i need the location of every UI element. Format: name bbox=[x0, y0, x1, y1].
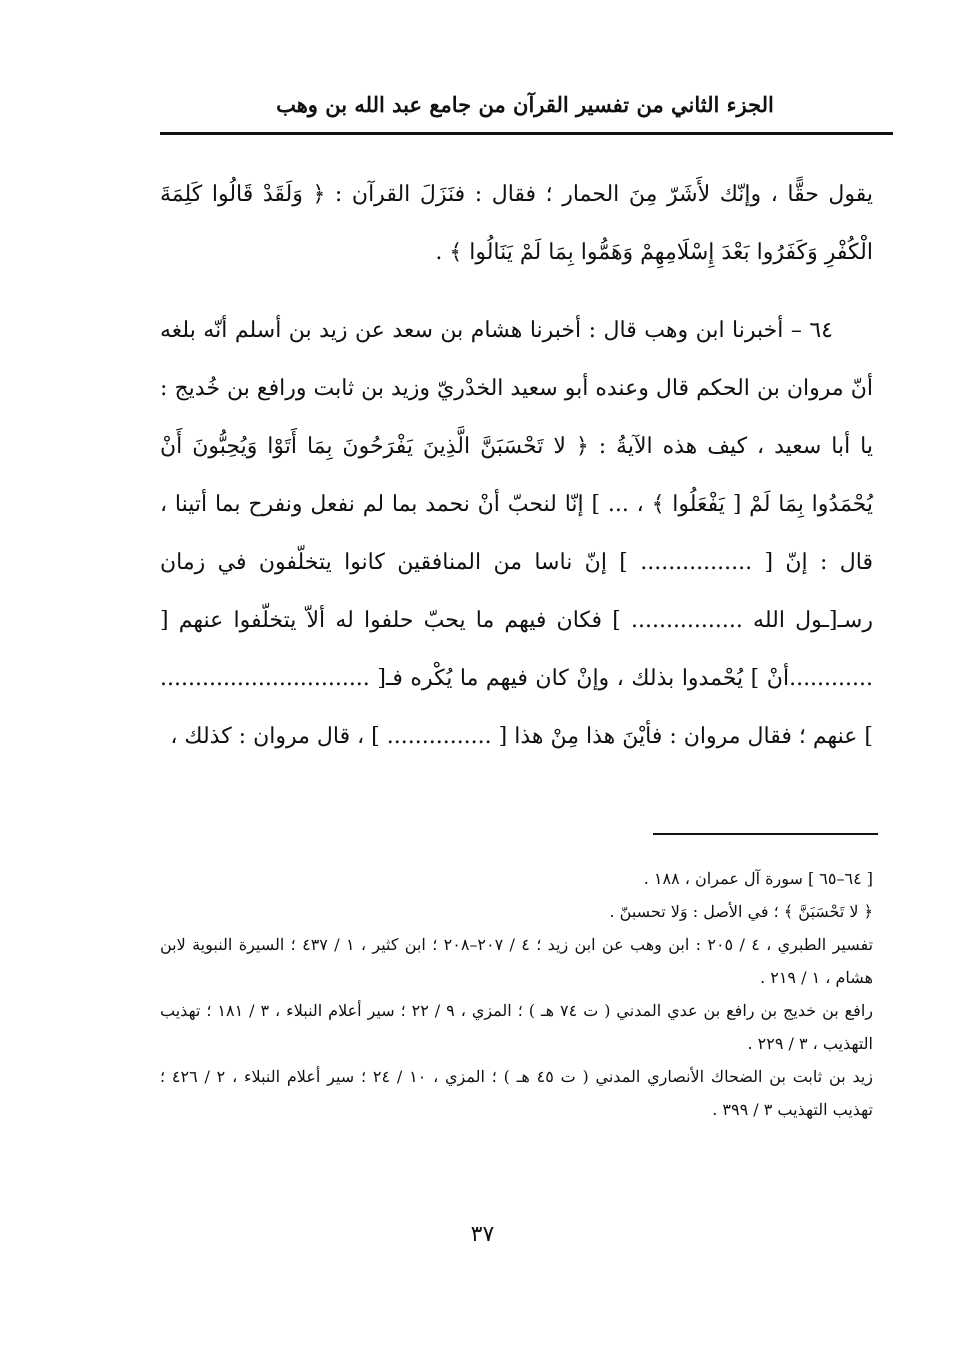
page-number: ٣٧ bbox=[470, 1222, 495, 1247]
body-paragraph-1 bbox=[160, 166, 873, 282]
footnote: رافع بن خديج بن رافع بن عدي المدني ( ت ٧٤ هـ ) ؛ المزي ، ٩ / ٢٢ ؛ سير أعلام النبلاء ، ٣ / ١٨١ ؛ تهذيب التهذيب ، ٣ / ٢٢٩ . bbox=[160, 1001, 873, 1053]
running-head: الجزء الثاني من تفسير القرآن من جامع عبد الله بن وهب bbox=[276, 92, 774, 117]
body-paragraph-2 bbox=[160, 302, 873, 766]
footnote: [ ٦٤–٦٥ ] سورة آل عمران ، ١٨٨ . bbox=[643, 869, 873, 888]
footnote-rule bbox=[653, 833, 878, 835]
footnote: ﴿ لا تَحْسَبَنَّ ﴾ ؛ في الأصل : وَلا تحسبنّ . bbox=[609, 902, 873, 921]
footnote: زيد بن ثابت بن الضحاك الأنصاري المدني ( ت ٤٥ هـ ) ؛ المزي ، ١٠ / ٢٤ ؛ سير أعلام النبلاء ، ٢ / ٤٢٦ ؛ تهذيب التهذيب ٣ / ٣٩٩ . bbox=[160, 1067, 874, 1119]
paragraph-text: يقول حقًّا ، وإنّك لأَشَرّ مِنَ الحمار ؛ فقال : فنَزَلَ القرآن : ﴿ وَلَقَدْ قَالُوا كَلِمَةَ الْكُفْرِ وَكَفَرُوا بَعْدَ إِسْلَامِهِمْ وَهَمُّوا بِمَا لَمْ يَنَالُوا ﴾ . bbox=[160, 182, 873, 265]
footnotes bbox=[160, 862, 873, 1126]
header-rule bbox=[160, 132, 893, 135]
footnote: تفسير الطبري ، ٤ / ٢٠٥ : ابن وهب عن ابن زيد ؛ ٤ / ٢٠٧–٢٠٨ ؛ ابن كثير ، ١ / ٤٣٧ ؛ السيرة النبوية لابن هشام ، ١ / ٢١٩ . bbox=[160, 935, 874, 987]
paragraph-text: ٦٤ – أخبرنا ابن وهب قال : أخبرنا هشام بن سعد عن زيد بن أسلم أنّه بلغه أنّ مروان بن الحكم قال وعنده أبو سعيد الخدْريّ وزيد بن ثابت ورافع بن خُديج : يا أبا سعيد ، كيف هذه الآيةُ : ﴿ لا تَحْسَبَنَّ الَّذِينَ يَفْرَحُونَ بِمَا أَتَوْا وَيُحِبُّونَ أَنْ يُحْمَدُوا بِمَا لَمْ [ يَفْعَلُوا ﴾ ، ... ] إنّا لنحبّ أنْ نحمد بما لم نفعل ونفرح بما أتينا ، قال : إنّ [ ................ ] إنّ ناسا من المنافقين كانوا يتخلّفون في زمان رسـ[ـول الله ................ ] فكان فيهم ما يحبّ حلفوا له ألاّ يتخلّفوا عنهم [ ............أنْ ] يُحْمدوا بذلك ، وإنْ كان فيهم ما يُكْره فـ[ .............................. ] عنهم ؛ فقال مروان : فأيْنَ هذا مِنْ هذا [ ............... ] ، قال مروان : كذلك ، bbox=[160, 318, 873, 749]
